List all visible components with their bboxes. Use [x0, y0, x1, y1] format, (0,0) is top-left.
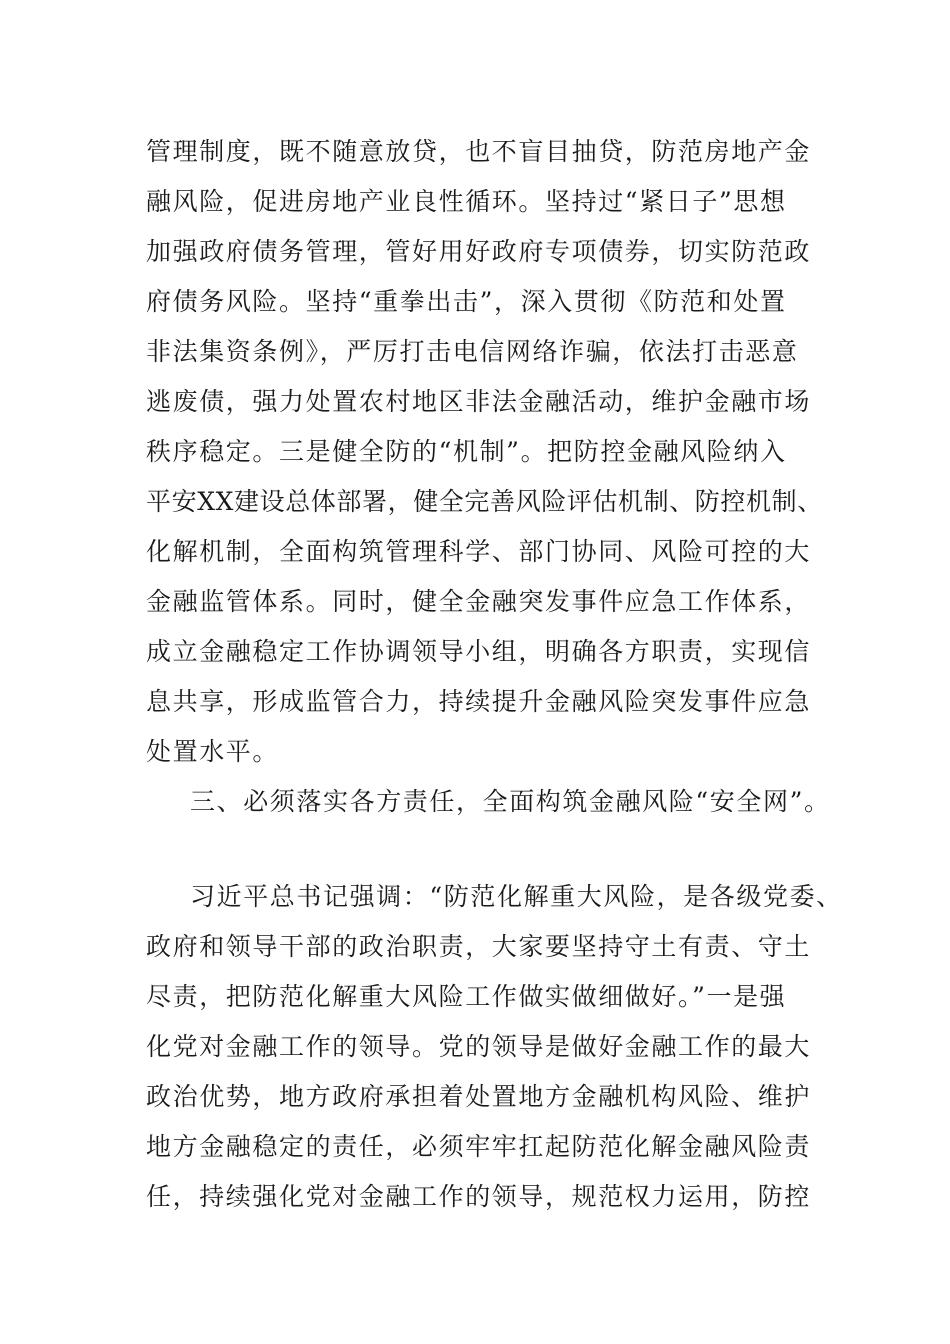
text-line: 秩序稳定。三是健全防的“机制”。把防控金融风险纳入 [146, 437, 787, 466]
text-line: 金融监管体系。同时，健全金融突发事件应急工作体系， [146, 587, 812, 616]
text-line: 任，持续强化党对金融工作的领导，规范权力运用，防控 [146, 1182, 812, 1211]
text-line: 非法集资条例》，严厉打击电信网络诈骗，依法打击恶意 [146, 337, 799, 366]
text-line: 处置水平。 [146, 737, 280, 766]
text-line: 平安XX建设总体部署，健全完善风险评估机制、防控机制、 [146, 487, 823, 516]
text-line: 融风险，促进房地产业良性循环。坚持过“紧日子”思想 [146, 187, 787, 216]
text-line: 府债务风险。坚持“重拳出击”，深入贯彻《防范和处置 [146, 287, 787, 316]
text-line: 地方金融稳定的责任，必须牢牢扛起防范化解金融风险责 [146, 1132, 812, 1161]
text-line: 管理制度，既不随意放贷，也不盲目抽贷，防范房地产金 [146, 137, 812, 166]
text-line: 逃废债，强力处置农村地区非法金融活动，维护金融市场 [146, 387, 812, 416]
text-line: 尽责，把防范化解重大风险工作做实做细做好。”一是强 [146, 982, 787, 1011]
section-heading: 三、必须落实各方责任，全面构筑金融风险“安全网”。 [190, 787, 831, 816]
text-line: 加强政府债务管理，管好用好政府专项债券，切实防范政 [146, 237, 812, 266]
text-line: 化党对金融工作的领导。党的领导是做好金融工作的最大 [146, 1032, 812, 1061]
text-line: 政治优势，地方政府承担着处置地方金融机构风险、维护 [146, 1082, 812, 1111]
text-line: 政府和领导干部的政治职责，大家要坚持守土有责、守土 [146, 932, 812, 961]
text-line: 成立金融稳定工作协调领导小组，明确各方职责，实现信 [146, 637, 812, 666]
text-line: 化解机制，全面构筑管理科学、部门协同、风险可控的大 [146, 537, 812, 566]
text-line: 息共享，形成监管合力，持续提升金融风险突发事件应急 [146, 687, 812, 716]
text-line: 习近平总书记强调：“防范化解重大风险，是各级党委、 [190, 882, 843, 911]
